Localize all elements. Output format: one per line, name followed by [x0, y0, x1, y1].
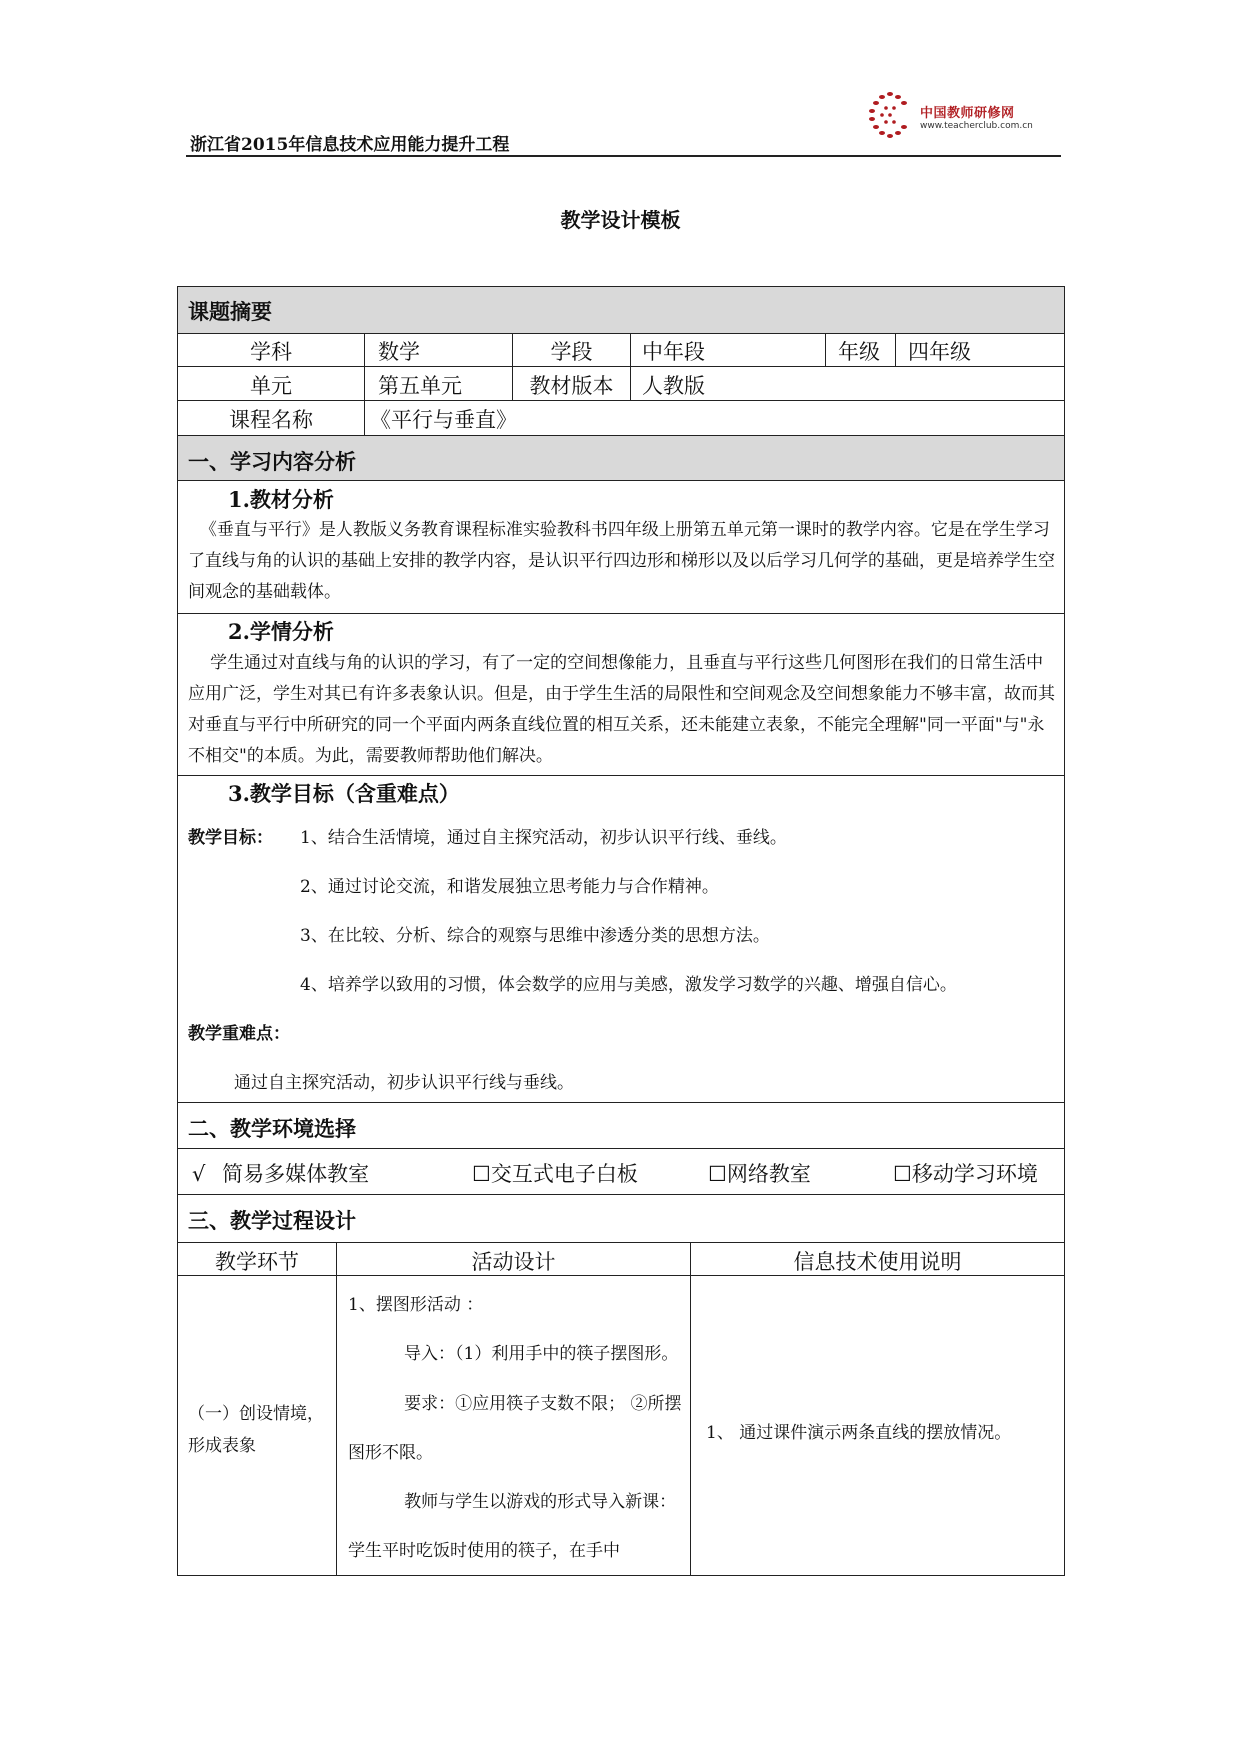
- stage-value: 中年段: [642, 340, 705, 364]
- tech-note: 1、 通过课件演示两条直线的摆放情况。: [706, 1423, 1012, 1443]
- student-analysis-heading: 2.学情分析: [228, 619, 334, 644]
- checkbox-icon: ☐: [472, 1162, 491, 1186]
- header-title: 浙江省2015年信息技术应用能力提升工程: [190, 135, 510, 155]
- row-divider: [177, 400, 1065, 401]
- summary-heading: 课题摘要: [188, 299, 272, 324]
- key-points-text: 通过自主探究活动，初步认识平行线与垂线。: [234, 1073, 574, 1093]
- edition-label: 教材版本: [529, 374, 614, 398]
- col-divider: [825, 333, 826, 366]
- goals-heading: 3.教学目标（含重难点）: [228, 781, 460, 806]
- section1-heading: 一、学习内容分析: [188, 449, 356, 474]
- key-points-label: 教学重难点：: [188, 1024, 290, 1044]
- env-option-label: 网络教室: [726, 1162, 811, 1186]
- activity-line: 要求：①应用筷子支数不限； ②所摆图形不限。: [348, 1394, 682, 1463]
- env-option-mobile[interactable]: [893, 1158, 1038, 1188]
- goals-label: 教学目标：: [188, 828, 273, 848]
- textbook-analysis-heading: 1.教材分析: [228, 487, 334, 512]
- subject-label: 学科: [250, 340, 292, 364]
- stage-cell: （一）创设情境，形成表象: [188, 1404, 324, 1456]
- row-divider: [177, 480, 1065, 481]
- section2-heading: 二、教学环境选择: [188, 1116, 356, 1141]
- subject-value: 数学: [378, 340, 420, 364]
- column-header: 教学环节: [215, 1250, 299, 1274]
- teacherclub-logo: [862, 86, 1062, 146]
- checkbox-icon: ☐: [708, 1162, 727, 1186]
- col-divider: [630, 333, 631, 400]
- col-divider: [690, 1242, 691, 1576]
- grade-label: 年级: [838, 340, 880, 364]
- activity-line: 1、摆图形活动 ：: [348, 1295, 484, 1315]
- logo-dots-icon: [862, 86, 918, 142]
- checked-mark-icon: √: [192, 1162, 206, 1186]
- row-divider: [177, 1102, 1065, 1103]
- section3-heading: 三、教学过程设计: [188, 1208, 356, 1233]
- env-option-multimedia[interactable]: [192, 1158, 369, 1188]
- page-title: 教学设计模板: [560, 208, 681, 232]
- student-analysis-text: 学生通过对直线与角的认识的学习，有了一定的空间想像能力，且垂直与平行这些几何图形在我们的日常生活中应用广泛，学生对其已有许多表象认识。但是，由于学生生活的局限性和空间观念及空间想象能力不够丰富，故而其对垂直与平行中所研究的同一个平面内两条直线位置的相互关系，还未能建立表象，不能完全理解"同一平面"与"永不相交"的本质。为此，需要教师帮助他们解决。: [188, 653, 1055, 766]
- edition-value: 人教版: [642, 374, 705, 398]
- header-rule: [186, 155, 1061, 157]
- col-divider: [895, 333, 896, 366]
- env-option-whiteboard[interactable]: [472, 1158, 638, 1188]
- checkbox-icon: ☐: [893, 1162, 912, 1186]
- logo-url: www.teacherclub.com.cn: [920, 121, 1033, 131]
- grade-value: 四年级: [908, 340, 971, 364]
- goal-item: 2、通过讨论交流，和谐发展独立思考能力与合作精神。: [300, 877, 719, 897]
- row-divider: [177, 1148, 1065, 1149]
- column-header: 活动设计: [471, 1250, 556, 1274]
- course-label: 课程名称: [229, 408, 313, 432]
- activity-line: 教师与学生以游戏的形式导入新课：学生平时吃饭时使用的筷子，在手中: [348, 1492, 677, 1561]
- env-option-label: 交互式电子白板: [490, 1162, 638, 1186]
- goal-item: 4、培养学以致用的习惯，体会数学的应用与美感，激发学习数学的兴趣、增强自信心。: [300, 975, 957, 995]
- row-divider: [177, 1194, 1065, 1195]
- env-option-network[interactable]: [708, 1158, 811, 1188]
- row-divider: [177, 613, 1065, 614]
- goal-item: 3、在比较、分析、综合的观察与思维中渗透分类的思想方法。: [300, 926, 770, 946]
- env-option-label: 移动学习环境: [911, 1162, 1038, 1186]
- row-divider: [177, 775, 1065, 776]
- env-option-label: 简易多媒体教室: [222, 1162, 370, 1186]
- unit-label: 单元: [250, 374, 292, 398]
- row-divider: [177, 333, 1065, 334]
- column-header: 信息技术使用说明: [793, 1250, 962, 1274]
- row-divider: [177, 1242, 1065, 1243]
- summary-header-band: [178, 287, 1064, 333]
- stage-label: 学段: [550, 340, 593, 364]
- course-value: 《平行与垂直》: [370, 408, 517, 432]
- activity-line: 导入：（1）利用手中的筷子摆图形。: [404, 1344, 679, 1364]
- unit-value: 第五单元: [378, 374, 462, 398]
- logo-name: 中国教师研修网: [920, 106, 1015, 121]
- row-divider: [177, 366, 1065, 367]
- col-divider: [364, 333, 365, 435]
- textbook-analysis-text: 《垂直与平行》是人教版义务教育课程标准实验教科书四年级上册第五单元第一课时的教学内容。它是在学生学习了直线与角的认识的基础上安排的教学内容，是认识平行四边形和梯形以及以后学习几何学的基础，更是培养学生空间观念的基础载体。: [188, 520, 1055, 602]
- row-divider: [177, 435, 1065, 436]
- goal-item: 1、结合生活情境，通过自主探究活动，初步认识平行线、垂线。: [300, 828, 787, 848]
- col-divider: [336, 1242, 337, 1576]
